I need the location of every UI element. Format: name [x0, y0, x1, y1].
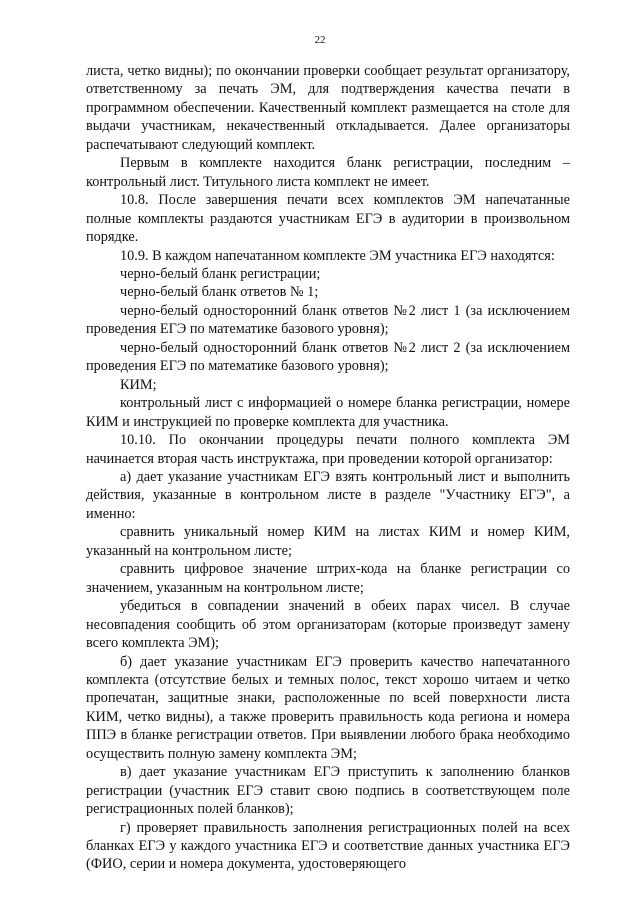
paragraph: КИМ; [120, 376, 157, 393]
paragraph: убедиться в совпадении значений в обеих парах чисел. В случае несовпадения сообщить об этом организаторам (которые произведут замену всего комплекта ЭМ); [86, 598, 570, 652]
paragraph: черно-белый односторонний бланк ответов №2 лист 2 (за исключением проведения ЕГЭ по математике базового уровня); [86, 339, 570, 375]
paragraph: г) проверяет правильность заполнения регистрационных полей на всех бланках ЕГЭ у каждого участника ЕГЭ и соответствие данных участника ЕГЭ (ФИО, серии и номера документа, удостоверяющего [86, 819, 570, 873]
paragraph: контрольный лист с информацией о номере бланка регистрации, номере КИМ и инструкцией по проверке комплекта для участника. [86, 395, 570, 430]
paragraph: сравнить цифровое значение штрих-кода на бланке регистрации со значением, указанным на контрольном листе; [86, 561, 570, 596]
paragraph: Первым в комплекте находится бланк регистрации, последним – контрольный лист. Титульного листа комплект не имеет. [86, 155, 570, 190]
paragraph: а) дает указание участникам ЕГЭ взять контрольный лист и выполнить действия, указанные в контрольном листе в разделе "Участнику ЕГЭ", а именно: [86, 468, 570, 522]
paragraph: черно-белый бланк ответов № 1; [120, 284, 319, 301]
paragraph: 10.10. По окончании процедуры печати полного комплекта ЭМ начинается вторая часть инструктажа, при проведении которой организатор: [86, 432, 570, 467]
paragraph: б) дает указание участникам ЕГЭ проверить качество напечатанного комплекта (отсутствие белых и темных полос, текст хорошо читаем и четко пропечатан, защитные знаки, расположенные по всей поверхности листа КИМ, четко видны), а также проверить правильность кода региона и номера ППЭ в бланке регистрации ответов. При выявлении любого брака необходимо осуществить полную замену комплекта ЭМ; [86, 653, 570, 762]
paragraph: листа, четко видны); по окончании проверки сообщает результат организатору, ответственному за печать ЭМ, для подтверждения качества печати в программном обеспечении. Качественный комплект размещается на столе для выдачи участникам, некачественный откладывается. Далее организаторы распечатывают следующий комплект. [86, 63, 570, 153]
paragraph: сравнить уникальный номер КИМ на листах КИМ и номер КИМ, указанный на контрольном листе; [86, 524, 570, 559]
paragraph: 10.8. После завершения печати всех комплектов ЭМ напечатанные полные комплекты раздаются участникам ЕГЭ в аудитории в произвольном порядке. [86, 192, 570, 246]
document-body [86, 62, 570, 874]
paragraph: в) дает указание участникам ЕГЭ приступить к заполнению бланков регистрации (участник ЕГЭ ставит свою подпись в соответствующем поле регистрационных полей бланков); [86, 764, 570, 818]
page-number: 22 [314, 34, 326, 46]
paragraph: 10.9. В каждом напечатанном комплекте ЭМ участника ЕГЭ находятся: [120, 247, 555, 264]
paragraph: черно-белый бланк регистрации; [120, 265, 321, 282]
paragraph: черно-белый односторонний бланк ответов №2 лист 1 (за исключением проведения ЕГЭ по математике базового уровня); [86, 302, 570, 338]
